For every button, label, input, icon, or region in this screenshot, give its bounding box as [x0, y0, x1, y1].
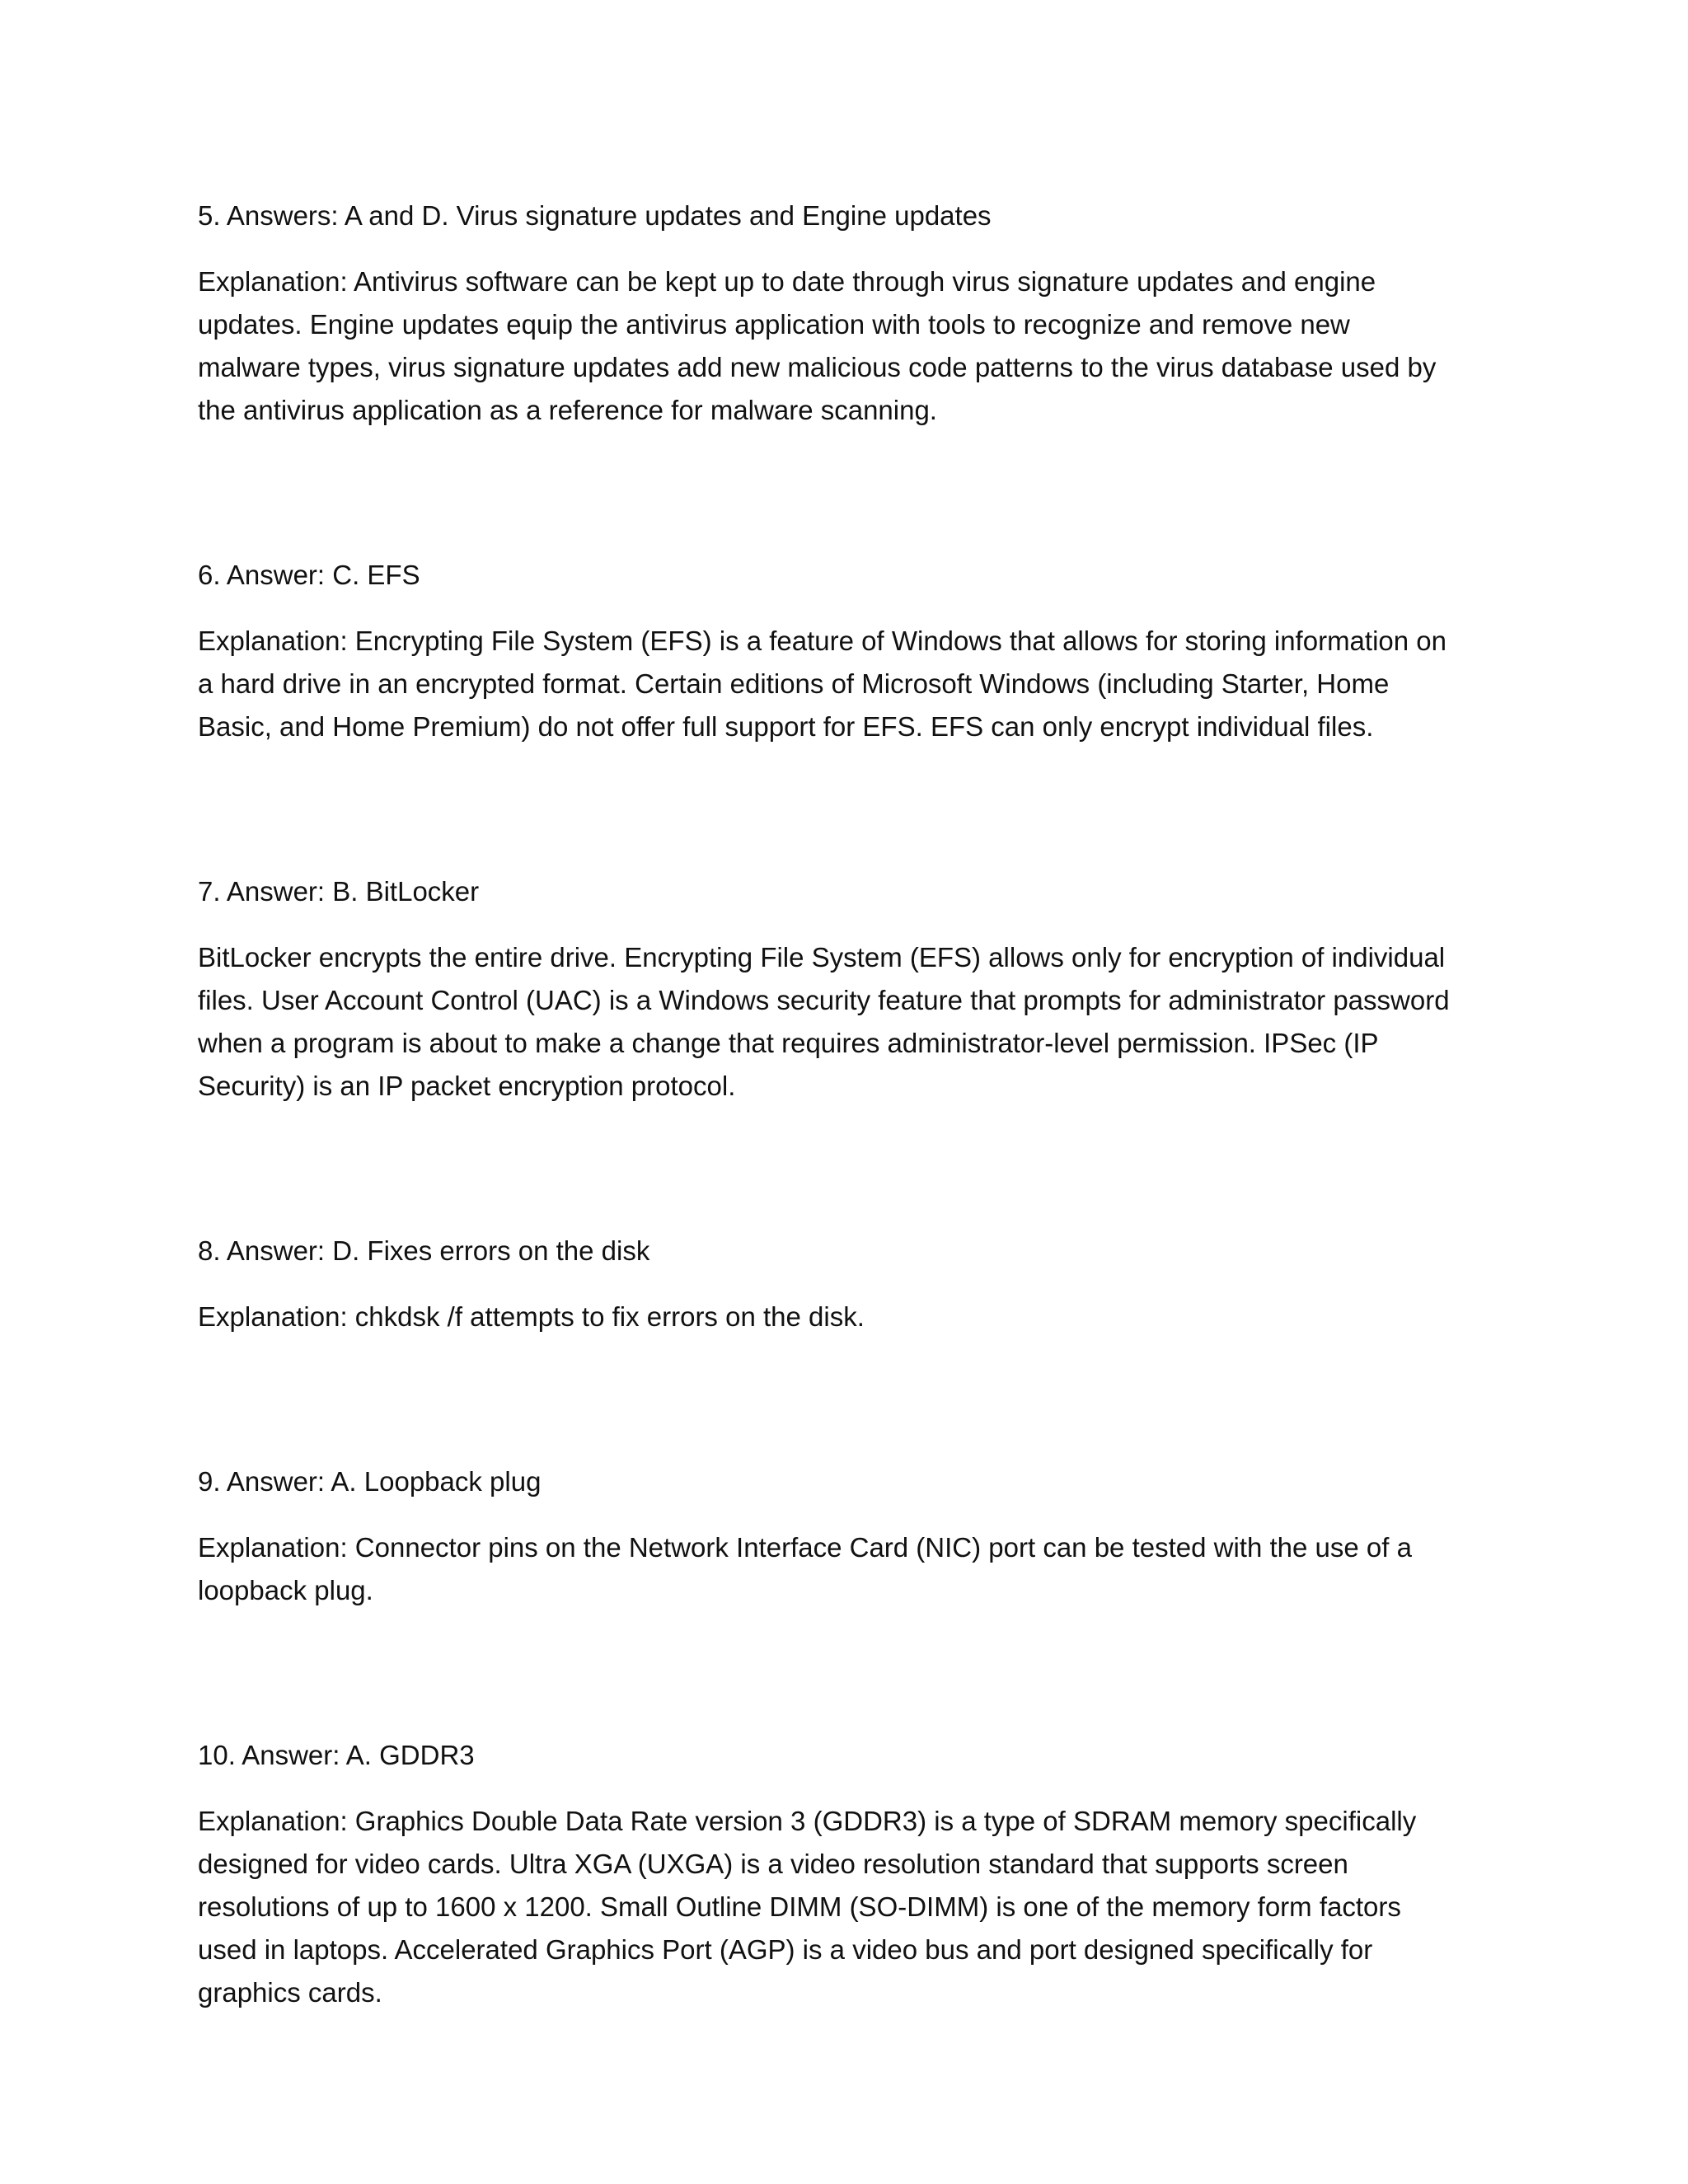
explanation-line: designed for video cards. Ultra XGA (UXGA) is a video resolution standard that supports screen [198, 1849, 1348, 1879]
document-page [198, 194, 1500, 2136]
answer-heading: 8. Answer: D. Fixes errors on the disk [198, 1235, 650, 1266]
explanation-paragraph [198, 1296, 1500, 1338]
answer-heading: 7. Answer: B. BitLocker [198, 876, 480, 907]
explanation-paragraph [198, 620, 1500, 748]
question-9 [198, 1460, 1500, 1612]
explanation-line: Explanation: Graphics Double Data Rate version 3 (GDDR3) is a type of SDRAM memory specifically [198, 1806, 1417, 1836]
explanation-line: loopback plug. [198, 1575, 373, 1605]
explanation-line: Explanation: chkdsk /f attempts to fix errors on the disk. [198, 1301, 865, 1332]
explanation-line: resolutions of up to 1600 x 1200. Small Outline DIMM (SO-DIMM) is one of the memory form factors [198, 1891, 1401, 1922]
explanation-line: the antivirus application as a reference for malware scanning. [198, 395, 937, 425]
explanation-line: BitLocker encrypts the entire drive. Encrypting File System (EFS) allows only for encryption of individual [198, 942, 1446, 972]
explanation-line: Explanation: Encrypting File System (EFS) is a feature of Windows that allows for storing information on [198, 626, 1447, 656]
explanation-paragraph [198, 936, 1500, 1108]
explanation-line: when a program is about to make a change that requires administrator-level permission. IPSec (IP [198, 1028, 1379, 1058]
explanation-line: used in laptops. Accelerated Graphics Port (AGP) is a video bus and port designed specifically for [198, 1934, 1373, 1965]
answer-heading: 5. Answers: A and D. Virus signature updates and Engine updates [198, 200, 992, 231]
question-8 [198, 1230, 1500, 1338]
explanation-line: Security) is an IP packet encryption protocol. [198, 1071, 736, 1101]
explanation-paragraph [198, 260, 1500, 432]
explanation-line: graphics cards. [198, 1977, 382, 2008]
explanation-line: Basic, and Home Premium) do not offer full support for EFS. EFS can only encrypt individual files. [198, 711, 1374, 742]
explanation-line: Explanation: Connector pins on the Network Interface Card (NIC) port can be tested with the use of a [198, 1532, 1412, 1563]
explanation-line: malware types, virus signature updates add new malicious code patterns to the virus database used by [198, 352, 1437, 382]
question-5 [198, 194, 1500, 432]
explanation-line: Explanation: Antivirus software can be kept up to date through virus signature updates and engine [198, 266, 1376, 297]
answer-heading: 9. Answer: A. Loopback plug [198, 1466, 542, 1497]
question-7 [198, 870, 1500, 1108]
explanation-line: updates. Engine updates equip the antivirus application with tools to recognize and remove new [198, 309, 1350, 340]
question-6 [198, 554, 1500, 748]
explanation-line: files. User Account Control (UAC) is a Windows security feature that prompts for administrator password [198, 985, 1450, 1015]
question-10 [198, 1734, 1500, 2014]
explanation-line: a hard drive in an encrypted format. Certain editions of Microsoft Windows (including Starter, Home [198, 668, 1390, 699]
answer-heading: 6. Answer: C. EFS [198, 560, 420, 590]
explanation-paragraph [198, 1800, 1500, 2014]
answer-heading: 10. Answer: A. GDDR3 [198, 1740, 475, 1770]
explanation-paragraph [198, 1526, 1500, 1612]
